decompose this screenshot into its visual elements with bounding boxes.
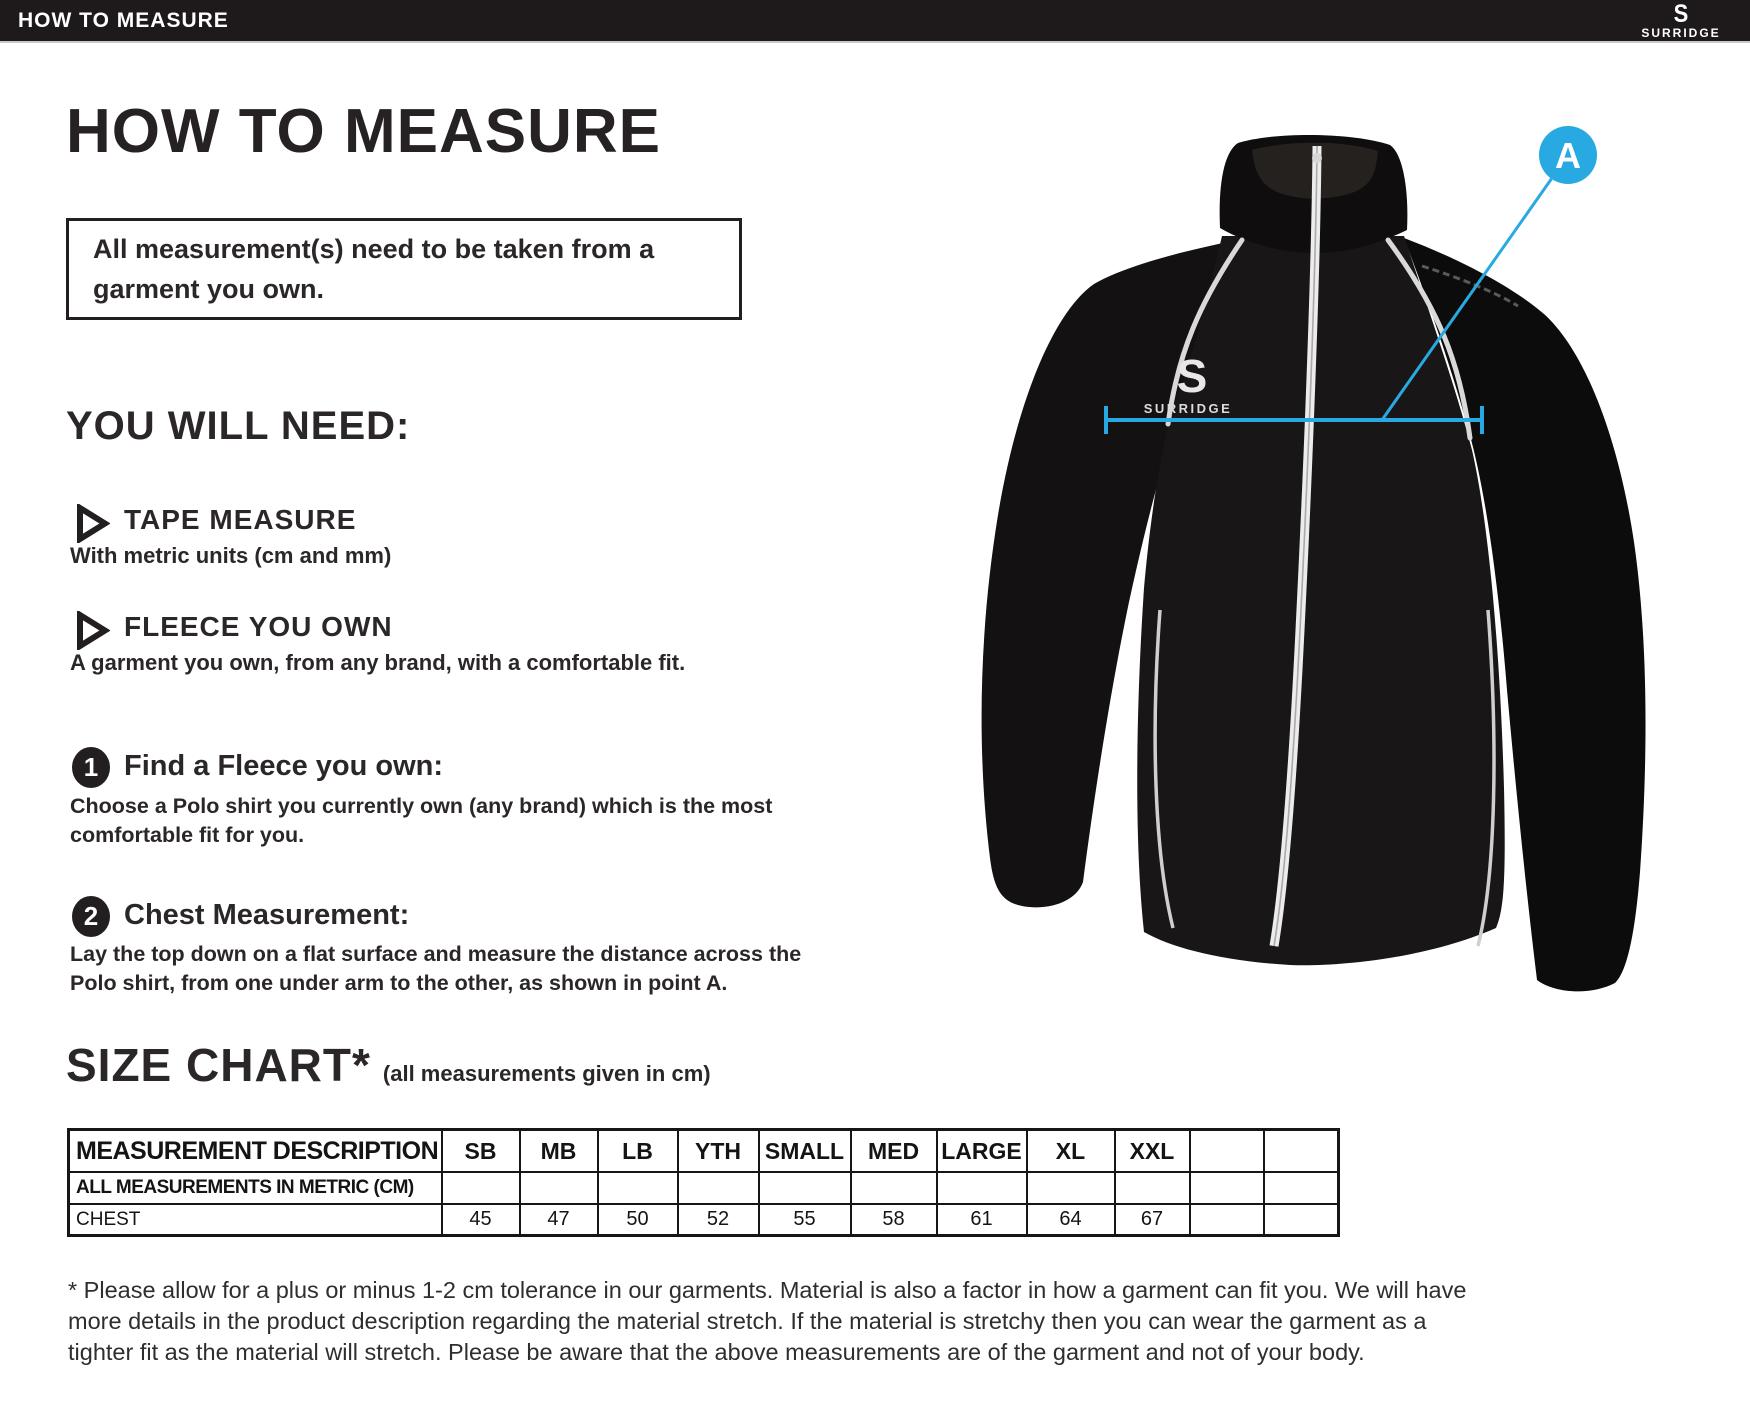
step-1-body: Choose a Polo shirt you currently own (any brand) which is the most comfortable fit for you. [70, 794, 773, 847]
col-header-empty [1190, 1130, 1264, 1173]
garment-logo-text: SURRIDGE [1143, 401, 1233, 416]
size-chart-table [67, 1128, 1340, 1237]
row-label-metric: ALL MEASUREMENTS IN METRIC (CM) [69, 1172, 442, 1204]
chest-value-lb: 50 [598, 1204, 678, 1236]
step-1-title: Find a Fleece you own: [124, 750, 444, 782]
fleece-jacket-figure [870, 90, 1750, 1000]
footnote-line: * Please allow for a plus or minus 1-2 cm tolerance in our garments. Material is also a factor in how a garment can fit you. We will have [68, 1277, 1467, 1303]
cell [1190, 1172, 1264, 1204]
surridge-logo [1626, 2, 1736, 40]
notice-box [66, 218, 742, 320]
table-header-row [69, 1130, 1339, 1173]
col-header-measurement-description: MEASUREMENT DESCRIPTION [69, 1130, 442, 1173]
size-chart-heading: SIZE CHART* [66, 1039, 371, 1091]
footnote [68, 1275, 1468, 1368]
chest-value-mb: 47 [520, 1204, 598, 1236]
cell [442, 1172, 520, 1204]
chest-value-small: 55 [759, 1204, 851, 1236]
cell [851, 1172, 937, 1204]
size-chart-subheading: (all measurements given in cm) [382, 1061, 711, 1086]
col-header-mb: MB [520, 1130, 598, 1173]
cell [1027, 1172, 1115, 1204]
step-2-title: Chest Measurement: [124, 899, 410, 931]
top-bar [0, 0, 1750, 43]
measure-point-a-label: A [1555, 135, 1581, 176]
table-row-chest [69, 1204, 1339, 1236]
cell [1264, 1204, 1339, 1236]
table-row-metric-note [69, 1172, 1339, 1204]
page-title: HOW TO MEASURE [66, 97, 661, 166]
col-header-xl: XL [1027, 1130, 1115, 1173]
cell [520, 1172, 598, 1204]
col-header-med: MED [851, 1130, 937, 1173]
col-header-large: LARGE [937, 1130, 1027, 1173]
step-1-badge: 1 [72, 747, 110, 788]
step-2-body: Lay the top down on a flat surface and measure the distance across the Polo shirt, from one under arm to the other, as shown in point A. [70, 942, 802, 995]
chest-value-sb: 45 [442, 1204, 520, 1236]
bullet-triangle-icon [76, 504, 110, 543]
need-item-fleece-desc: A garment you own, from any brand, with a comfortable fit. [70, 650, 686, 675]
row-label-chest: CHEST [69, 1204, 442, 1236]
notice-text: All measurement(s) need to be taken from a garment you own. [93, 234, 655, 304]
you-will-need-heading: YOU WILL NEED: [66, 404, 411, 448]
need-item-tape-measure: TAPE MEASURE [124, 504, 357, 535]
col-header-xxl: XXL [1115, 1130, 1190, 1173]
fleece-jacket-illustration [870, 90, 1750, 1000]
step-2-badge: 2 [72, 896, 110, 937]
col-header-yth: YTH [678, 1130, 759, 1173]
cell [678, 1172, 759, 1204]
bullet-triangle-icon [76, 611, 110, 650]
cell [1115, 1172, 1190, 1204]
chest-value-xxl: 67 [1115, 1204, 1190, 1236]
footnote-line: tighter fit as the material will stretch. Please be aware that the above measurements are of the garment and not of your body. [68, 1339, 1365, 1365]
cell [759, 1172, 851, 1204]
size-chart [67, 1128, 1340, 1237]
need-item-tape-measure-desc: With metric units (cm and mm) [70, 543, 392, 568]
col-header-empty [1264, 1130, 1339, 1173]
size-chart-heading-row [66, 1038, 711, 1092]
cell [598, 1172, 678, 1204]
cell [937, 1172, 1027, 1204]
chest-value-yth: 52 [678, 1204, 759, 1236]
top-bar-title: HOW TO MEASURE [18, 8, 229, 32]
jacket-zip-pull [1312, 153, 1322, 163]
chest-value-xl: 64 [1027, 1204, 1115, 1236]
need-item-fleece: FLEECE YOU OWN [124, 611, 393, 642]
surridge-logo-icon: S [1673, 0, 1689, 28]
garment-logo-icon: S [1176, 350, 1208, 402]
cell [1264, 1172, 1339, 1204]
col-header-lb: LB [598, 1130, 678, 1173]
surridge-logo-wordmark: SURRIDGE [1641, 26, 1721, 40]
chest-value-med: 58 [851, 1204, 937, 1236]
col-header-small: SMALL [759, 1130, 851, 1173]
footnote-line: more details in the product description regarding the material stretch. If the material is stretchy then you can wear the garment as a [68, 1308, 1427, 1334]
chest-value-large: 61 [937, 1204, 1027, 1236]
cell [1190, 1204, 1264, 1236]
col-header-sb: SB [442, 1130, 520, 1173]
